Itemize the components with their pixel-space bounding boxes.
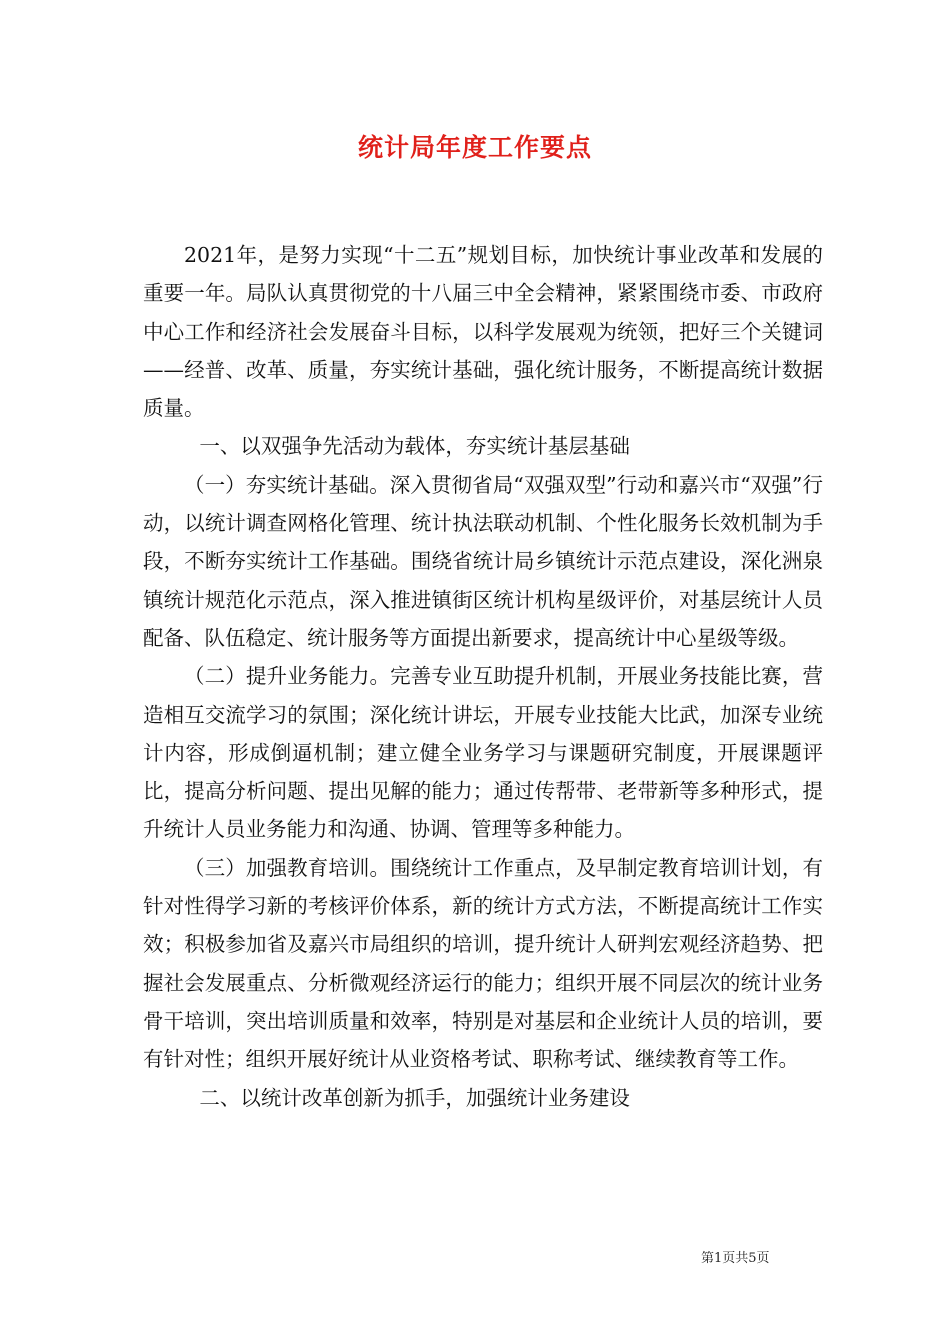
paragraph-1-2: （二）提升业务能力。完善专业互助提升机制，开展业务技能比赛，营造相互交流学习的氛围；深化统计讲坛，开展专业技能大比武，加深专业统计内容，形成倒逼机制；建立健全业务学习与课题研究制度，开展课题评比，提高分析问题、提出见解的能力；通过传帮带、老带新等多种形式，提升统计人员业务能力和沟通、协调、管理等多种能力。 xyxy=(143,664,823,842)
section-heading-1: 一、以双强争先活动为载体，夯实统计基层基础 xyxy=(199,434,630,459)
document-title: 统计局年度工作要点 xyxy=(357,133,592,162)
page-number: 第1页共5页 xyxy=(701,1251,770,1266)
paragraph-intro: 2021年，是努力实现“十二五”规划目标，加快统计事业改革和发展的重要一年。局队认真贯彻党的十八届三中全会精神，紧紧围绕市委、市政府中心工作和经济社会发展奋斗目标，以科学发展观为统领，把好三个关键词——经普、改革、质量，夯实统计基础，强化统计服务，不断提高统计数据质量。 xyxy=(143,243,823,421)
paragraph-1-3: （三）加强教育培训。围绕统计工作重点，及早制定教育培训计划，有针对性得学习新的考核评价体系，新的统计方式方法，不断提高统计工作实效；积极参加省及嘉兴市局组织的培训，提升统计人研判宏观经济趋势、把握社会发展重点、分析微观经济运行的能力；组织开展不同层次的统计业务骨干培训，突出培训质量和效率，特别是对基层和企业统计人员的培训，要有针对性；组织开展好统计从业资格考试、职称考试、继续教育等工作。 xyxy=(143,855,823,1072)
section-heading-2: 二、以统计改革创新为抓手，加强统计业务建设 xyxy=(199,1085,630,1110)
paragraph-1-1: （一）夯实统计基础。深入贯彻省局“双强双型”行动和嘉兴市“双强”行动，以统计调查网格化管理、统计执法联动机制、个性化服务长效机制为手段，不断夯实统计工作基础。围绕省统计局乡镇统计示范点建设，深化洲泉镇统计规范化示范点，深入推进镇街区统计机构星级评价，对基层统计人员配备、队伍稳定、统计服务等方面提出新要求，提高统计中心星级等级。 xyxy=(143,472,823,650)
document-body xyxy=(143,236,823,1117)
